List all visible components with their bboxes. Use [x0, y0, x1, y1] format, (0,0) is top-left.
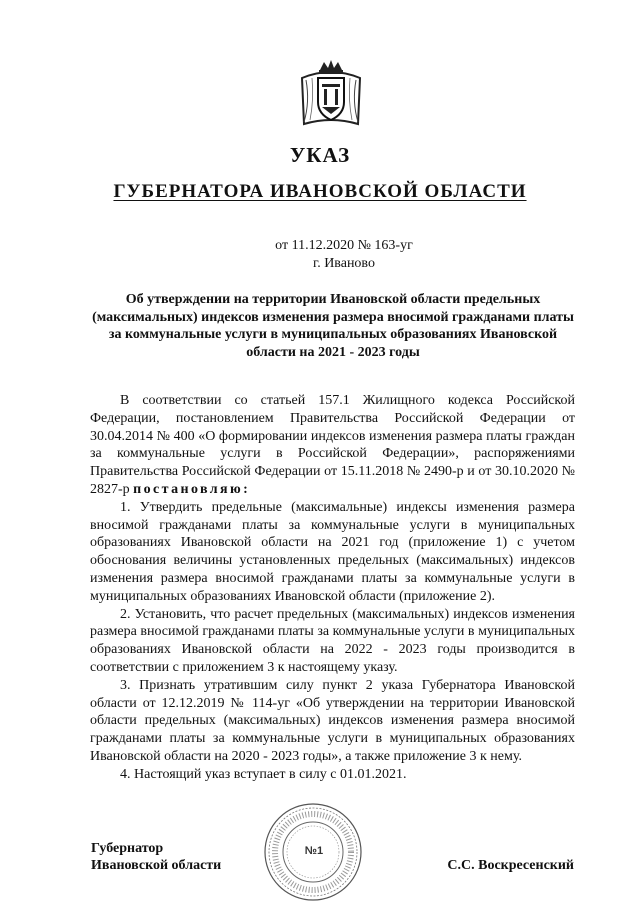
body-item-3: 3. Признать утратившим силу пункт 2 указа Губернатора Ивановской области от 12.12.2019 № 114-уг «Об утверждении на территории Ивановской области предельных (максимальных) индексов изменения размера вносимой гражданами платы за коммунальные услуги в муниципальных образованиях Ивановской области на 2020 - 2023 годы», а также приложение 3 к нему.	[90, 677, 575, 764]
coat-of-arms-emblem	[296, 58, 366, 128]
document-date-number: от 11.12.2020 № 163-уг	[275, 238, 413, 253]
preamble-paragraph	[90, 392, 575, 499]
document-subtitle: ГУБЕРНАТОРА ИВАНОВСКОЙ ОБЛАСТИ	[113, 181, 527, 202]
seal-number: №1	[304, 845, 324, 857]
document-city: г. Иваново	[313, 256, 375, 271]
signatory-position-line2: Ивановской области	[91, 858, 222, 873]
body-item-2: 2. Установить, что расчет предельных (максимальных) индексов изменения размера вносимой гражданами платы за коммунальные услуги в муниципальных образованиях Ивановской области на 2022 - 2023 годы производится в соответствии с приложением 3 к настоящему указу.	[90, 606, 575, 675]
body-item-4: 4. Настоящий указ вступает в силу с 01.01.2021.	[120, 766, 407, 782]
document-body	[90, 392, 575, 784]
document-heading: Об утверждении на территории Ивановской области предельных (максимальных) индексов изменения размера вносимой гражданами платы за коммунальные услуги в муниципальных образованиях Ивановской области на 2021 - 2023 годы	[92, 292, 574, 360]
signatory-position	[91, 840, 221, 874]
decree-word: постановляю:	[133, 481, 251, 497]
document-title: УКАЗ	[289, 143, 351, 167]
body-item-1: 1. Утвердить предельные (максимальные) индексы изменения размера вносимой гражданами платы за коммунальные услуги в муниципальных образованиях Ивановской области на 2021 год (приложение 1) с учетом обоснования величины установленных предельных (максимальных) индексов изменения размера вносимой гражданами платы за коммунальные услуги в муниципальных образованиях Ивановской области (приложение 2).	[90, 499, 575, 604]
signatory-name: С.С. Воскресенский	[447, 858, 574, 873]
signatory-position-line1: Губернатор	[91, 841, 164, 856]
preamble-text: В соответствии со статьей 157.1 Жилищного кодекса Российской Федерации, постановлением Правительства Российской Федерации от 30.04.2014 № 400 «О формировании индексов изменения размера платы граждан за коммунальные услуги в Российской Федерации», распоряжениями Правительства Российской Федерации от 15.11.2018 № 2490-р и от 30.10.2020 № 2827-р	[90, 393, 575, 497]
